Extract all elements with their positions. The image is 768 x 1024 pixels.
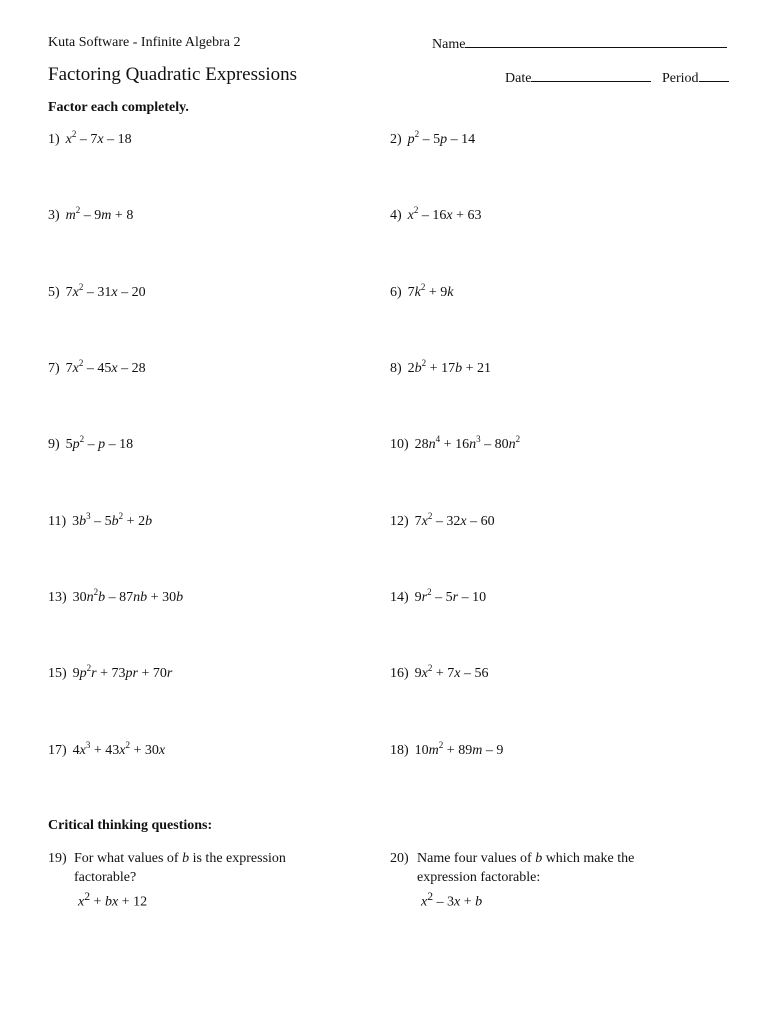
date-blank[interactable] xyxy=(531,69,651,82)
problem-expression: $7x^2 - 31x - 20$ xyxy=(65,282,146,300)
problem-number: 10) xyxy=(390,437,409,452)
problem-expression: $p^2 - 5p - 14$ xyxy=(407,129,476,147)
critical-heading: Critical thinking questions: xyxy=(48,818,213,833)
problem-item xyxy=(48,663,173,682)
problem-item xyxy=(390,282,454,301)
problem-number: 13) xyxy=(48,590,67,605)
question-number: 20) xyxy=(390,851,409,866)
problem-item xyxy=(48,740,166,759)
problem-item xyxy=(48,358,146,377)
problem-expression: $x^2 - 16x + 63$ xyxy=(407,205,482,223)
problem-item xyxy=(48,205,134,224)
problem-number: 5) xyxy=(48,285,60,300)
problem-number: 11) xyxy=(48,514,67,529)
problem-number: 17) xyxy=(48,743,67,758)
question-number: 19) xyxy=(48,851,67,866)
question-expression: $x^2 - 3x + b$ xyxy=(421,890,483,910)
problem-number: 6) xyxy=(390,285,402,300)
question-19-text xyxy=(74,849,286,912)
problem-number: 9) xyxy=(48,437,60,452)
problem-item xyxy=(48,282,146,301)
name-field[interactable] xyxy=(432,35,727,53)
problem-expression: $9x^2 + 7x - 56$ xyxy=(414,663,489,681)
problem-expression: $28n^4 + 16n^3 - 80n^2$ xyxy=(414,434,521,452)
worksheet-title: Factoring Quadratic Expressions xyxy=(48,64,298,85)
question-20 xyxy=(390,849,409,868)
problem-item xyxy=(390,587,487,606)
problem-item xyxy=(48,434,134,453)
problem-item xyxy=(390,740,504,759)
problem-expression: $7x^2 - 45x - 28$ xyxy=(65,358,146,376)
problem-item xyxy=(390,358,491,377)
problem-item xyxy=(390,205,482,224)
software-credit: Kuta Software - Infinite Algebra 2 xyxy=(48,35,241,50)
problem-number: 8) xyxy=(390,361,402,376)
problem-expression: $10m^2 + 89m - 9$ xyxy=(414,740,504,758)
problem-number: 14) xyxy=(390,590,409,605)
problem-item xyxy=(48,511,153,530)
instructions: Factor each completely. xyxy=(48,100,189,115)
problem-expression: $5p^2$ – p – 18 xyxy=(65,434,134,452)
problem-expression: $9p^2r + 73pr + 70r$ xyxy=(72,663,173,681)
question-20-text xyxy=(417,849,634,912)
question-line: factorable? xyxy=(74,870,137,885)
problem-number: 18) xyxy=(390,743,409,758)
problem-item xyxy=(48,129,132,148)
problem-item xyxy=(48,587,184,606)
name-label: Name xyxy=(432,37,466,52)
problem-expression: $m^2 - 9m + 8$ xyxy=(65,205,134,223)
problem-expression: $9r^2 - 5r - 10$ xyxy=(414,587,487,605)
question-19 xyxy=(48,849,67,868)
problem-item xyxy=(390,129,476,148)
problem-number: 12) xyxy=(390,514,409,529)
period-label: Period xyxy=(662,71,699,86)
question-expression: $x^2$ + bx + 12 xyxy=(78,890,148,910)
question-line: For what values of b is the expression xyxy=(74,851,286,866)
question-line: expression factorable: xyxy=(417,870,541,885)
problem-expression: $x^2 - 7x - 18$ xyxy=(65,129,132,147)
period-field[interactable] xyxy=(662,69,729,87)
problem-item xyxy=(390,511,495,530)
problem-number: 4) xyxy=(390,208,402,223)
period-blank[interactable] xyxy=(699,69,729,82)
problem-expression: $30n^2b - 87nb + 30b$ xyxy=(72,587,184,605)
problem-number: 15) xyxy=(48,666,67,681)
problem-item xyxy=(390,434,521,453)
problem-expression: $7k^2 + 9k$ xyxy=(407,282,454,300)
problem-expression: $3b^3 - 5b^2 + 2b$ xyxy=(72,511,153,529)
date-field[interactable] xyxy=(505,69,651,87)
problem-item xyxy=(390,663,489,682)
problem-number: 7) xyxy=(48,361,60,376)
problem-expression: $4x^3 + 43x^2 + 30x$ xyxy=(72,740,166,758)
problem-number: 3) xyxy=(48,208,60,223)
problem-number: 2) xyxy=(390,132,402,147)
problem-expression: $7x^2 - 32x - 60$ xyxy=(414,511,495,529)
question-line: Name four values of b which make the xyxy=(417,851,635,866)
problem-number: 1) xyxy=(48,132,60,147)
name-blank[interactable] xyxy=(465,35,727,48)
problem-number: 16) xyxy=(390,666,409,681)
date-label: Date xyxy=(505,71,532,86)
problem-expression: $2b^2 + 17b + 21$ xyxy=(407,358,491,376)
